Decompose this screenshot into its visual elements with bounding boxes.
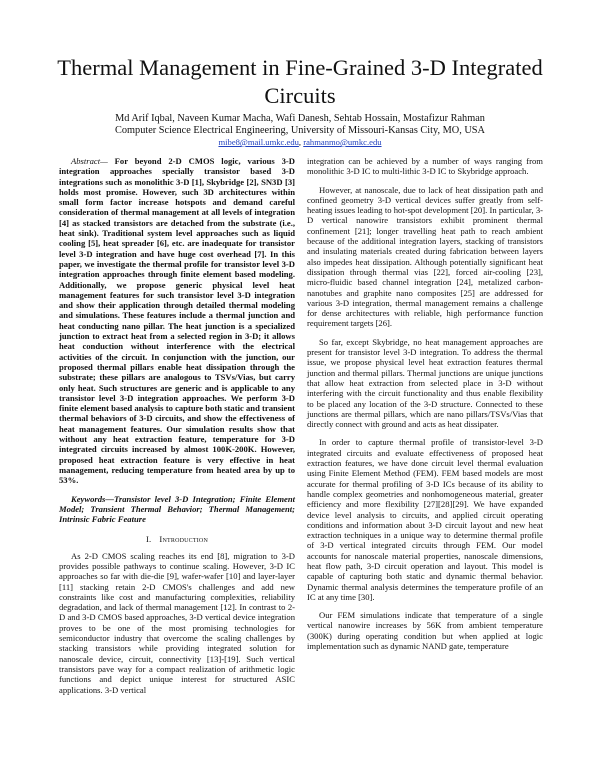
paragraph: In order to capture thermal profile of transistor-level 3-D integrated circuits and evaluate effectiveness of proposed heat extraction features, we have done circuit level thermal evaluation using Finite Element Method (FEM). FEM based models are most accurate for thermal profiling of 3-D ICs because of its ability to handle complex geometries and nonhomogeneous material, greater efficiency and more flexibility [27][28][29]. We have expanded device level analysis to circuits, and applied circuit operating conditions and information about 3-D circuit layout and new heat extraction techniques in a unique way to determine thermal profile of 3-D vertical integrated circuits through FEM. Our model accounts for nanoscale material properties, nanoscale dimensions, heat flow path, 3-D circuit operation and layout. This model is capable of capturing both static and dynamic thermal behavior. Dynamic thermal analysis determines the temperature profile of an IC at any time [30]. (307, 437, 543, 602)
keywords-body: Transistor level 3-D Integration; Finite Element Model; Transient Thermal Behavior; Thermal Management; Intrinsic Fabric Feature (59, 493, 295, 525)
keywords (59, 494, 295, 525)
section-heading-introduction (59, 534, 295, 544)
author-list: Md Arif Iqbal, Naveen Kumar Macha, Wafi Danesh, Sehtab Hossain, Mostafizur Rahman (115, 113, 485, 124)
keywords-lead: Keywords— (71, 493, 114, 504)
abstract (59, 156, 295, 486)
section-title: Introduction (159, 534, 208, 545)
paragraph: integration can be achieved by a number of ways ranging from monolithic 3-D IC to multi-lithic 3-D IC to Skybridge approach. (307, 156, 543, 177)
section-number: I. (145, 534, 152, 545)
paper-title: Thermal Management in Fine-Grained 3-D Integrated Circuits (57, 55, 543, 108)
right-column (307, 156, 543, 659)
email-line: mibe8@mail.umkc.edu, rahmanmo@umkc.edu (218, 137, 382, 147)
paragraph: Our FEM simulations indicate that temperature of a single vertical nanowire increases by 56K from ambient temperature (300K) during operating condition but when applied at logic implementation such as dynamic NAND gate, temperature (307, 610, 543, 652)
paragraph: As 2-D CMOS scaling reaches its end [8], migration to 3-D provides possible pathways to continue scaling. However, 3-D IC approaches so far with die-die [9], wafer-wafer [10] and layer-layer [11] stacking retain 2-D CMOS's challenges and add new constraints like cost and manufacturing complexities, reliability degradation, and lack of thermal management [12]. In contrast to 2-D and 3-D CMOS based approaches, 3-D vertical device integration proves to be one of the most promising technologies for semiconductor industry that overcome the scaling challenges by stacking transistors while providing integrated solution for nanoscale device, circuit, connectivity [13]-[19]. Such vertical transistors pave way for a compact realization of arithmetic logic functions and depict unique interest for structured ASIC applications. 3-D vertical (59, 550, 295, 695)
left-column (59, 156, 295, 703)
email-link-2[interactable]: rahmanmo@umkc.edu (303, 137, 382, 147)
paragraph: So far, except Skybridge, no heat management approaches are present for transistor level 3-D integration. To address the thermal issue, we propose physical level heat extraction features thermal junction and thermal pillars. Thermal junctions are unique junctions that allow heat extraction from selected place in 3-D without interfering with the circuit functionality and thus enable flexibility to be placed any location of the 3-D structure. Connected to these junctions are thermal pillars, which are nano pillars/TSVs/Vias that directly connect with ground and acts as heat dissipater. (307, 336, 543, 430)
email-link-1[interactable]: mibe8@mail.umkc.edu (218, 137, 299, 147)
paragraph: However, at nanoscale, due to lack of heat dissipation path and confined geometry 3-D vertical devices suffer greatly from self-heating issues leading to hot-spot development [20]. In particular, 3-D vertical nanowire transistors exhibit prominent thermal confinement [21]; longer travelling heat path to reach ambient because of the additional integration layers, stacking of transistors and insulating materials created during fabrication between layers also impedes heat dissipation. Although potentially significant heat dissipation through thermal vias [22], forced air-cooling [23], micro-fluidic based channel integration [24], metalized carbon-nanotubes and graphite nano composites [25] are addressed for various 3-D integration, thermal management remains a challenge for dense architectures with reliable, high performance function requirement targets [26]. (307, 184, 543, 329)
affiliation: Computer Science Electrical Engineering, University of Missouri-Kansas City, MO, USA (115, 125, 485, 136)
abstract-lead: Abstract— (71, 156, 108, 166)
abstract-body: For beyond 2-D CMOS logic, various 3-D integration approaches specially transistor based 3-D integrations such as monolithic 3-D [1], Skybridge [2], SN3D [3] holds most promise. However, such 3D architectures within small form factor increase hotspots and demand careful consideration of thermal management at all levels of integration [4] as stacked transistors are detached from the substrate (i.e., heat sink). Traditional system level approaches such as liquid cooling [5], heat spreader [6], etc. are inadequate for transistor level 3-D integration and have huge cost overhead [7]. In this paper, we investigate the thermal profile for transistor level 3-D integration approaches through finite element based modeling. Additionally, we propose generic physical level heat management features for such transistor level 3-D integration and show their application through detailed thermal modeling and simulations. These features include a thermal junction and heat conducting nano pillar. The heat junction is a specialized junction to extract heat from a selected region in 3-D; it allows heat conduction without interference with the electrical activities of the circuit. In conjunction with the junction, our proposed thermal pillars enable heat dissipation through the substrate; these pillars are analogous to TSVs/Vias, but carry only heat. Such structures are generic and is applicable to any transistor level 3-D integration approaches. We perform 3-D finite element based analysis to capture both static and transient thermal behaviors of 3-D circuits, and show the effectiveness of heat management features. Our simulation results show that without any heat extraction feature, temperature for 3-D integrated circuits increased by almost 100K-200K. However, proposed heat extraction feature is very effective in heat management, reducing temperature from heated area by up to 53%. (59, 156, 295, 486)
